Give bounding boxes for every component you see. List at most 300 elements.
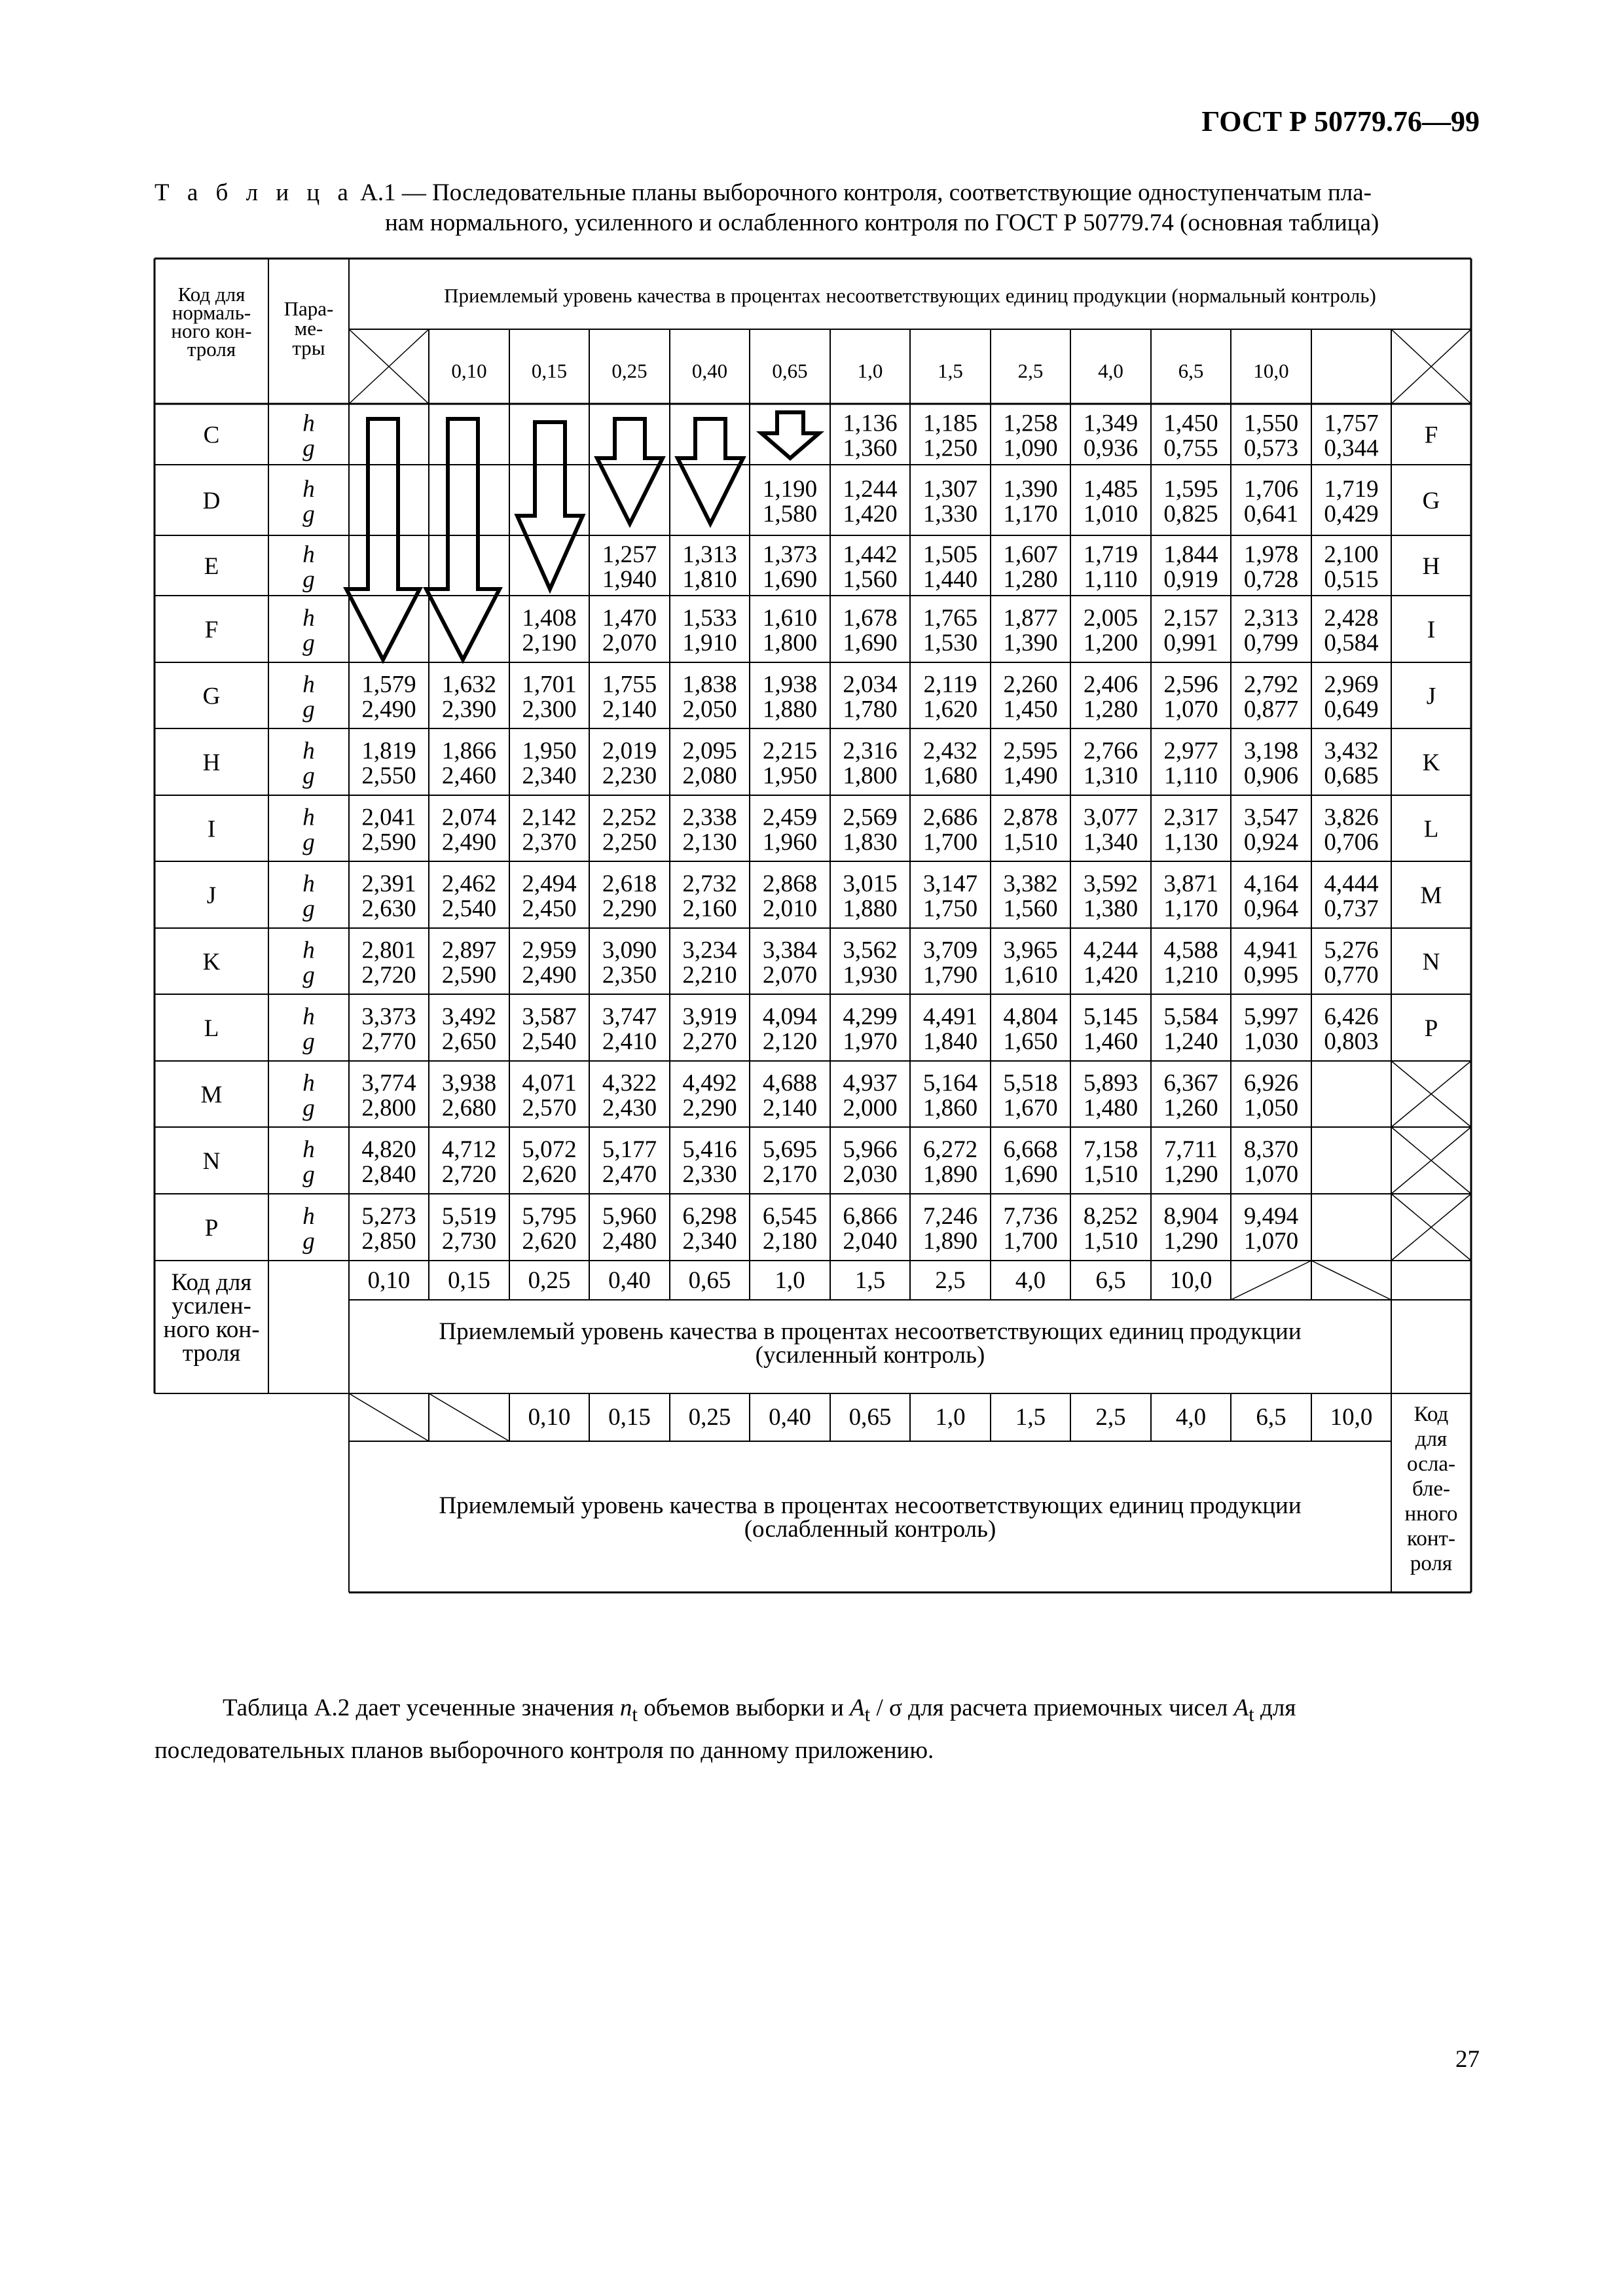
- value-h: 1,950: [522, 738, 577, 764]
- header-code-normal: троля: [187, 338, 236, 361]
- value-g: 1,780: [843, 696, 898, 723]
- row-code-tight: G: [1422, 488, 1440, 514]
- value-h: 6,668: [1003, 1136, 1058, 1163]
- value-h: 1,349: [1083, 410, 1139, 437]
- aql-normal-label: 1,5: [938, 359, 963, 382]
- value-h: 3,547: [1243, 804, 1299, 831]
- value-h: 1,190: [762, 476, 818, 503]
- value-h: 5,177: [602, 1136, 657, 1163]
- value-g: 0,877: [1243, 696, 1299, 723]
- value-h: 1,450: [1163, 410, 1218, 437]
- value-h: 4,820: [361, 1136, 416, 1163]
- value-h: 2,034: [843, 671, 898, 698]
- value-g: 2,620: [522, 1161, 577, 1188]
- value-h: 1,258: [1003, 410, 1058, 437]
- value-h: 5,960: [602, 1203, 657, 1230]
- tightened-aql-heading: Приемлемый уровень качества в процентах несоответствующих единиц продукции: [439, 1318, 1302, 1345]
- aql-normal-label: 4,0: [1098, 359, 1123, 382]
- row-code-normal: K: [202, 948, 221, 976]
- value-h: 1,838: [682, 671, 737, 698]
- value-g: 0,737: [1324, 895, 1379, 922]
- value-g: 1,510: [1083, 1161, 1139, 1188]
- value-g: 1,690: [1003, 1161, 1058, 1188]
- value-g: 0,685: [1324, 762, 1379, 789]
- param-h: h: [302, 1203, 315, 1230]
- aql-reduced-label: 4,0: [1175, 1404, 1207, 1431]
- value-h: 2,317: [1163, 804, 1218, 831]
- value-h: 1,442: [843, 541, 898, 568]
- value-g: 2,070: [602, 630, 657, 656]
- value-g: 1,940: [602, 566, 657, 593]
- value-h: 5,795: [522, 1203, 577, 1230]
- param-g: g: [302, 1228, 315, 1255]
- value-g: 1,700: [1003, 1228, 1058, 1255]
- param-h: h: [302, 605, 315, 632]
- value-h: 6,367: [1163, 1069, 1218, 1097]
- value-h: 2,686: [922, 804, 978, 831]
- value-g: 1,750: [922, 895, 978, 922]
- value-g: 2,290: [602, 895, 657, 922]
- value-g: 1,860: [922, 1094, 978, 1122]
- value-h: 3,382: [1003, 870, 1058, 897]
- value-h: 3,492: [441, 1003, 497, 1030]
- aql-tightened-label: 0,25: [528, 1267, 571, 1294]
- value-h: 1,938: [762, 671, 818, 698]
- value-h: 3,562: [843, 937, 898, 964]
- value-g: 1,010: [1083, 501, 1139, 528]
- caption-line-2: нам нормального, усиленного и ослабленного контроля по ГОСТ Р 50779.74 (основная таблица): [385, 209, 1379, 236]
- value-g: 1,440: [922, 566, 978, 593]
- value-h: 9,494: [1243, 1203, 1299, 1230]
- value-g: 1,560: [1003, 895, 1058, 922]
- aql-tightened-label: 4,0: [1015, 1267, 1046, 1294]
- value-h: 2,959: [522, 937, 577, 964]
- value-g: 2,720: [441, 1161, 497, 1188]
- value-h: 5,072: [522, 1136, 577, 1163]
- value-h: 3,747: [602, 1003, 657, 1030]
- value-g: 2,540: [522, 1028, 577, 1055]
- code-tightened-label: Код для: [171, 1269, 252, 1296]
- value-h: 4,688: [762, 1069, 818, 1097]
- value-g: 2,030: [843, 1161, 898, 1188]
- value-h: 1,678: [843, 605, 898, 632]
- value-h: 1,136: [843, 410, 898, 437]
- value-g: 1,280: [1003, 566, 1058, 593]
- param-h: h: [302, 1069, 315, 1097]
- value-g: 0,573: [1243, 435, 1299, 462]
- value-g: 1,130: [1163, 829, 1218, 856]
- value-g: 1,890: [922, 1161, 978, 1188]
- value-g: 1,620: [922, 696, 978, 723]
- value-g: 1,670: [1003, 1094, 1058, 1122]
- value-g: 2,460: [441, 762, 497, 789]
- value-h: 3,592: [1083, 870, 1139, 897]
- value-g: 2,570: [522, 1094, 577, 1122]
- value-g: 2,730: [441, 1228, 497, 1255]
- value-h: 1,719: [1324, 476, 1379, 503]
- row-code-normal: P: [204, 1215, 219, 1242]
- value-h: 5,584: [1163, 1003, 1218, 1030]
- row-code-normal: J: [206, 882, 217, 909]
- aql-reduced-label: 0,25: [688, 1404, 731, 1431]
- value-h: 1,765: [922, 605, 978, 632]
- diagonal-mark: [429, 1393, 509, 1441]
- param-h: h: [302, 937, 315, 964]
- param-g: g: [302, 696, 315, 723]
- value-h: 2,041: [361, 804, 416, 831]
- value-g: 2,540: [441, 895, 497, 922]
- aql-tightened-label: 0,65: [688, 1267, 731, 1294]
- value-h: 4,941: [1243, 937, 1299, 964]
- value-g: 2,080: [682, 762, 737, 789]
- value-h: 1,632: [441, 671, 497, 698]
- value-h: 1,579: [361, 671, 416, 698]
- value-g: 1,030: [1243, 1028, 1299, 1055]
- value-g: 2,650: [441, 1028, 497, 1055]
- value-h: 2,252: [602, 804, 657, 831]
- value-h: 1,866: [441, 738, 497, 764]
- value-g: 2,000: [843, 1094, 898, 1122]
- aql-normal-label: 0,40: [691, 359, 728, 382]
- value-h: 5,997: [1243, 1003, 1299, 1030]
- value-g: 0,919: [1163, 566, 1218, 593]
- value-g: 1,800: [762, 630, 818, 656]
- value-g: 1,170: [1003, 501, 1058, 528]
- param-g: g: [302, 762, 315, 789]
- value-g: 2,490: [361, 696, 416, 723]
- value-g: 1,970: [843, 1028, 898, 1055]
- row-code-normal: D: [202, 488, 221, 514]
- value-h: 2,260: [1003, 671, 1058, 698]
- value-h: 1,505: [922, 541, 978, 568]
- param-g: g: [302, 435, 315, 462]
- aql-tightened-label: 0,15: [448, 1267, 490, 1294]
- value-g: 2,340: [522, 762, 577, 789]
- value-g: 1,070: [1243, 1228, 1299, 1255]
- value-g: 2,800: [361, 1094, 416, 1122]
- value-h: 1,607: [1003, 541, 1058, 568]
- value-h: 8,904: [1163, 1203, 1218, 1230]
- value-h: 2,596: [1163, 671, 1218, 698]
- value-h: 4,164: [1243, 870, 1299, 897]
- value-g: 2,410: [602, 1028, 657, 1055]
- value-g: 2,140: [762, 1094, 818, 1122]
- value-h: 6,298: [682, 1203, 737, 1230]
- value-g: 0,728: [1243, 566, 1299, 593]
- value-h: 5,518: [1003, 1069, 1058, 1097]
- value-g: 2,010: [762, 895, 818, 922]
- value-g: 0,936: [1083, 435, 1139, 462]
- value-g: 1,890: [922, 1228, 978, 1255]
- value-h: 2,316: [843, 738, 898, 764]
- value-g: 2,450: [522, 895, 577, 922]
- value-h: 4,492: [682, 1069, 737, 1097]
- value-h: 4,588: [1163, 937, 1218, 964]
- value-g: 1,560: [843, 566, 898, 593]
- value-h: 1,313: [682, 541, 737, 568]
- aql-normal-label: 6,5: [1178, 359, 1204, 382]
- value-g: 1,840: [922, 1028, 978, 1055]
- diagonal-mark: [1311, 1261, 1391, 1300]
- row-code-normal: H: [202, 749, 221, 776]
- value-g: 2,840: [361, 1161, 416, 1188]
- value-g: 2,770: [361, 1028, 416, 1055]
- value-g: 2,140: [602, 696, 657, 723]
- value-h: 6,272: [922, 1136, 978, 1163]
- value-h: 7,246: [922, 1203, 978, 1230]
- row-code-normal: N: [202, 1148, 221, 1175]
- value-h: 2,100: [1324, 541, 1379, 568]
- aql-reduced-label: 2,5: [1095, 1404, 1126, 1431]
- value-g: 1,610: [1003, 961, 1058, 989]
- value-h: 4,094: [762, 1003, 818, 1030]
- value-h: 2,618: [602, 870, 657, 897]
- param-h: h: [302, 410, 315, 437]
- row-code-normal: L: [204, 1015, 219, 1042]
- value-h: 2,005: [1083, 605, 1139, 632]
- row-code-normal: F: [204, 617, 219, 643]
- aql-normal-label: 1,0: [857, 359, 883, 382]
- value-h: 1,701: [522, 671, 577, 698]
- value-g: 2,270: [682, 1028, 737, 1055]
- value-h: 7,736: [1003, 1203, 1058, 1230]
- aql-tightened-label: 2,5: [935, 1267, 966, 1294]
- down-arrow-icon: [426, 419, 500, 660]
- down-arrow-icon: [597, 419, 663, 524]
- value-h: 6,426: [1324, 1003, 1379, 1030]
- value-g: 1,510: [1003, 829, 1058, 856]
- row-code-tight: L: [1423, 816, 1439, 843]
- value-g: 0,995: [1243, 961, 1299, 989]
- value-h: 1,819: [361, 738, 416, 764]
- value-h: 1,757: [1324, 410, 1379, 437]
- diagonal-mark: [349, 1393, 429, 1441]
- value-g: 0,429: [1324, 501, 1379, 528]
- value-g: 1,690: [843, 630, 898, 656]
- value-h: 3,384: [762, 937, 818, 964]
- value-h: 1,550: [1243, 410, 1299, 437]
- aql-reduced-label: 1,5: [1015, 1404, 1046, 1431]
- value-g: 1,800: [843, 762, 898, 789]
- value-g: 1,830: [843, 829, 898, 856]
- value-h: 2,391: [361, 870, 416, 897]
- value-g: 0,706: [1324, 829, 1379, 856]
- value-h: 6,866: [843, 1203, 898, 1230]
- value-g: 1,070: [1163, 696, 1218, 723]
- value-h: 2,215: [762, 738, 818, 764]
- row-code-tight: K: [1422, 749, 1440, 776]
- row-code-tight: M: [1420, 882, 1442, 909]
- row-code-normal: E: [204, 553, 219, 580]
- reduced-aql-heading: Приемлемый уровень качества в процентах несоответствующих единиц продукции: [439, 1492, 1302, 1519]
- value-g: 2,850: [361, 1228, 416, 1255]
- value-g: 1,110: [1084, 566, 1138, 593]
- value-g: 1,460: [1083, 1028, 1139, 1055]
- value-g: 1,210: [1163, 961, 1218, 989]
- value-h: 6,926: [1243, 1069, 1299, 1097]
- value-g: 2,330: [682, 1161, 737, 1188]
- param-g: g: [302, 829, 315, 856]
- value-h: 1,257: [602, 541, 657, 568]
- value-g: 0,755: [1163, 435, 1218, 462]
- value-g: 2,300: [522, 696, 577, 723]
- value-h: 3,938: [441, 1069, 497, 1097]
- value-h: 2,897: [441, 937, 497, 964]
- value-g: 1,090: [1003, 435, 1058, 462]
- value-g: 2,040: [843, 1228, 898, 1255]
- value-h: 2,432: [922, 738, 978, 764]
- value-g: 0,770: [1324, 961, 1379, 989]
- value-h: 1,533: [682, 605, 737, 632]
- value-h: 3,373: [361, 1003, 416, 1030]
- value-h: 5,276: [1324, 937, 1379, 964]
- aql-normal-label: 0,15: [531, 359, 568, 382]
- value-h: 2,569: [843, 804, 898, 831]
- value-h: 1,373: [762, 541, 818, 568]
- aql-normal-label: 0,65: [772, 359, 808, 382]
- value-g: 1,960: [762, 829, 818, 856]
- value-g: 1,290: [1163, 1228, 1218, 1255]
- value-h: 3,234: [682, 937, 737, 964]
- value-g: 1,930: [843, 961, 898, 989]
- row-code-normal: C: [203, 422, 220, 449]
- header-params: тры: [292, 336, 325, 359]
- value-g: 0,649: [1324, 696, 1379, 723]
- value-h: 2,338: [682, 804, 737, 831]
- value-g: 2,210: [682, 961, 737, 989]
- value-g: 1,360: [843, 435, 898, 462]
- value-h: 3,587: [522, 1003, 577, 1030]
- row-code-normal: G: [202, 683, 221, 710]
- param-h: h: [302, 1136, 315, 1163]
- value-h: 2,801: [361, 937, 416, 964]
- value-h: 4,244: [1083, 937, 1139, 964]
- value-h: 5,893: [1083, 1069, 1139, 1097]
- value-h: 1,755: [602, 671, 657, 698]
- value-g: 1,420: [843, 501, 898, 528]
- value-h: 5,416: [682, 1136, 737, 1163]
- value-g: 2,680: [441, 1094, 497, 1122]
- value-g: 1,250: [922, 435, 978, 462]
- value-g: 2,620: [522, 1228, 577, 1255]
- code-reduced-label: для: [1415, 1427, 1448, 1451]
- value-g: 0,344: [1324, 435, 1379, 462]
- value-h: 3,147: [922, 870, 978, 897]
- value-g: 1,450: [1003, 696, 1058, 723]
- row-code-normal: M: [200, 1081, 223, 1109]
- value-h: 8,370: [1243, 1136, 1299, 1163]
- param-h: h: [302, 870, 315, 897]
- value-h: 4,804: [1003, 1003, 1058, 1030]
- row-code-tight: N: [1422, 948, 1440, 976]
- value-g: 2,550: [361, 762, 416, 789]
- value-g: 1,480: [1083, 1094, 1139, 1122]
- value-g: 1,880: [843, 895, 898, 922]
- value-h: 1,307: [922, 476, 978, 503]
- aql-normal-label: 0,25: [611, 359, 647, 382]
- value-h: 7,158: [1083, 1136, 1139, 1163]
- value-h: 2,969: [1324, 671, 1379, 698]
- value-h: 2,462: [441, 870, 497, 897]
- value-g: 2,180: [762, 1228, 818, 1255]
- value-h: 3,198: [1243, 738, 1299, 764]
- aql-reduced-label: 0,40: [769, 1404, 811, 1431]
- value-h: 3,965: [1003, 937, 1058, 964]
- value-g: 0,803: [1324, 1028, 1379, 1055]
- value-g: 1,240: [1163, 1028, 1218, 1055]
- aql-normal-label: 2,5: [1017, 359, 1044, 382]
- code-tightened-label: троля: [182, 1340, 241, 1367]
- value-h: 4,299: [843, 1003, 898, 1030]
- param-g: g: [302, 1161, 315, 1188]
- aql-normal-label: 10,0: [1253, 359, 1289, 382]
- value-h: 3,871: [1163, 870, 1218, 897]
- value-h: 2,792: [1243, 671, 1299, 698]
- value-h: 2,977: [1163, 738, 1218, 764]
- down-arrow-icon: [517, 422, 583, 589]
- aql-tightened-label: 6,5: [1095, 1267, 1126, 1294]
- value-h: 1,244: [843, 476, 898, 503]
- value-h: 5,164: [922, 1069, 978, 1097]
- value-h: 1,470: [602, 605, 657, 632]
- page-number: 27: [1455, 2046, 1480, 2073]
- value-h: 3,774: [361, 1069, 416, 1097]
- param-g: g: [302, 961, 315, 989]
- aql-tightened-label: 0,10: [367, 1267, 410, 1294]
- down-arrow-icon: [761, 412, 819, 458]
- param-h: h: [302, 476, 315, 503]
- value-g: 1,650: [1003, 1028, 1058, 1055]
- value-h: 2,428: [1324, 605, 1379, 632]
- value-g: 1,070: [1243, 1161, 1299, 1188]
- value-g: 1,880: [762, 696, 818, 723]
- value-h: 2,406: [1083, 671, 1139, 698]
- value-g: 0,799: [1243, 630, 1299, 656]
- aql-reduced-label: 6,5: [1256, 1404, 1286, 1431]
- value-h: 3,919: [682, 1003, 737, 1030]
- value-h: 1,485: [1083, 476, 1139, 503]
- value-g: 0,584: [1324, 630, 1379, 656]
- value-h: 1,390: [1003, 476, 1058, 503]
- value-g: 1,200: [1083, 630, 1139, 656]
- value-h: 2,494: [522, 870, 577, 897]
- value-g: 1,050: [1243, 1094, 1299, 1122]
- value-g: 1,340: [1083, 829, 1139, 856]
- value-h: 1,408: [522, 605, 577, 632]
- code-reduced-label: бле-: [1412, 1477, 1451, 1501]
- value-g: 2,430: [602, 1094, 657, 1122]
- value-h: 1,978: [1243, 541, 1299, 568]
- value-h: 5,519: [441, 1203, 497, 1230]
- value-h: 1,719: [1083, 541, 1139, 568]
- aql-reduced-label: 0,15: [608, 1404, 651, 1431]
- value-g: 2,720: [361, 961, 416, 989]
- value-h: 3,077: [1083, 804, 1139, 831]
- value-h: 7,711: [1164, 1136, 1218, 1163]
- param-g: g: [302, 501, 315, 528]
- value-g: 2,130: [682, 829, 737, 856]
- value-h: 4,322: [602, 1069, 657, 1097]
- aql-reduced-label: 10,0: [1330, 1404, 1373, 1431]
- header-params: Пара-: [283, 297, 334, 320]
- row-code-tight: J: [1426, 683, 1436, 710]
- value-h: 6,545: [762, 1203, 818, 1230]
- code-reduced-label: роля: [1410, 1552, 1453, 1575]
- code-tightened-label: усилен-: [172, 1293, 251, 1319]
- param-h: h: [302, 671, 315, 698]
- value-g: 2,630: [361, 895, 416, 922]
- value-g: 0,906: [1243, 762, 1299, 789]
